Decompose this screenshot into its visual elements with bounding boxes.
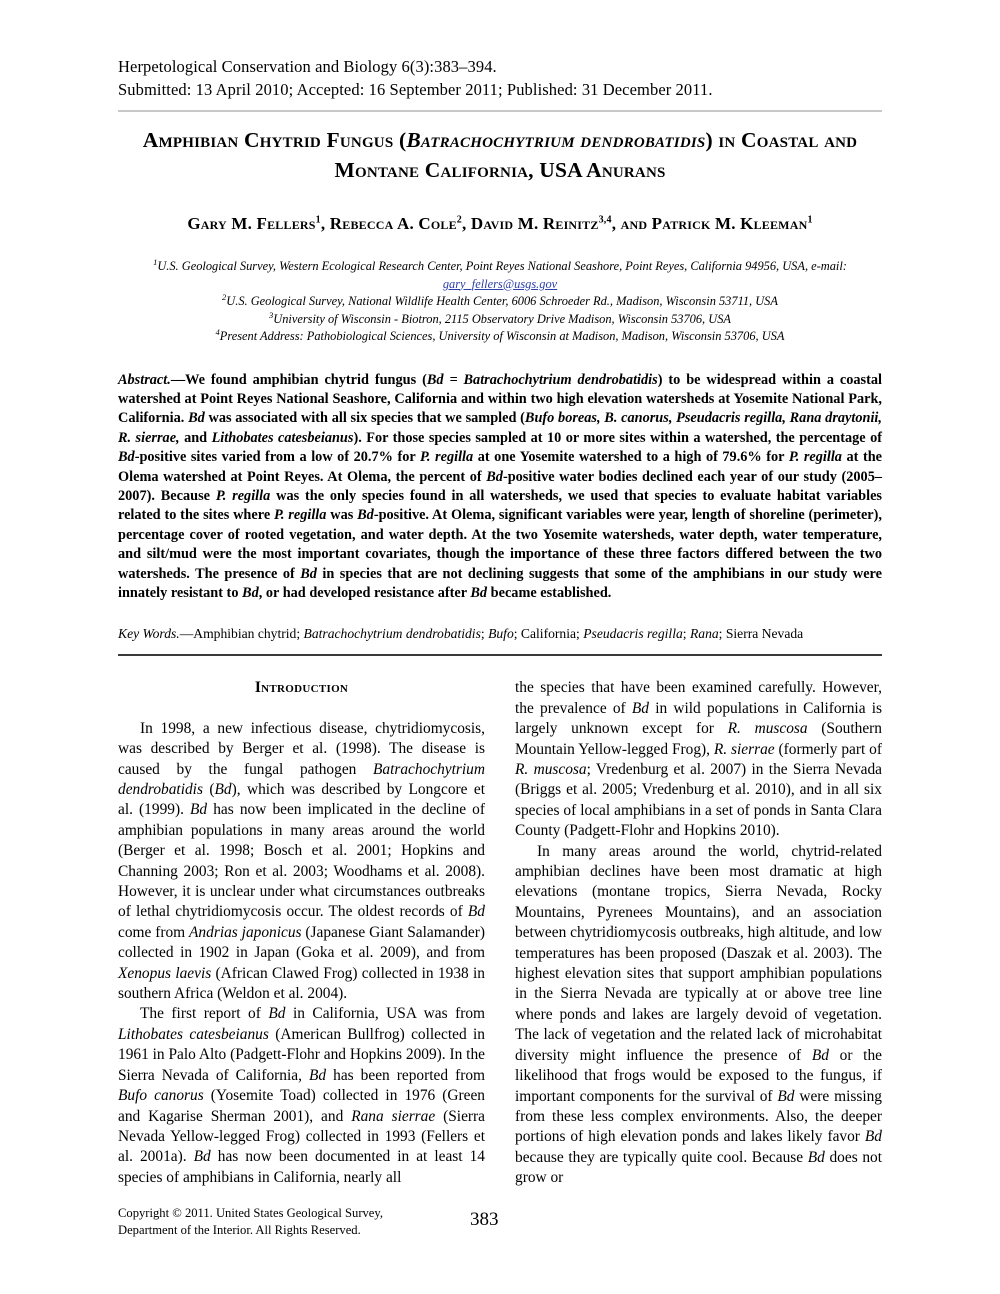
lp2-i4: Bufo canorus bbox=[118, 1087, 204, 1105]
lp1-s2: ( bbox=[202, 781, 215, 798]
abstract-s5: ). For those species sampled at 10 or more sites within a watershed, the percentage of bbox=[353, 429, 882, 446]
abstract-i1: Bd = Batrachochytrium dendrobatidis bbox=[426, 371, 658, 388]
rp2-i1: Bd bbox=[811, 1046, 829, 1064]
abstract-s6: -positive sites varied from a low of 20.7% for bbox=[134, 449, 421, 466]
keywords-i2: Bufo bbox=[488, 626, 514, 642]
keywords-k3: ; California; bbox=[513, 626, 584, 642]
keywords-dash: — bbox=[179, 626, 194, 642]
abstract-s1: We found amphibian chytrid fungus ( bbox=[185, 371, 427, 388]
journal-header bbox=[118, 55, 882, 101]
author-list bbox=[118, 212, 882, 236]
keywords-k1: Amphibian chytrid; bbox=[193, 626, 304, 642]
rp1-i3: R. sierrae bbox=[713, 740, 775, 758]
keywords-i1: Batrachochytrium dendrobatidis bbox=[303, 626, 481, 642]
rp1-i4: R. muscosa bbox=[515, 761, 587, 778]
abstract-label: Abstract. bbox=[118, 371, 171, 388]
affiliation-3 bbox=[118, 311, 882, 329]
abstract-s8: at the Olema watershed at Point Reyes. At Olema, the percent of bbox=[118, 449, 883, 485]
lp2-s6: (Sierra Nevada Yellow-legged Frog) collected in 1993 (Fellers et al. 2001a). bbox=[118, 1107, 485, 1166]
lp2-s5: (Yosemite Toad) collected in 1976 (Green and Kagarise Sherman 2001), and bbox=[118, 1087, 485, 1125]
lp2-s4: has been reported from bbox=[326, 1066, 485, 1084]
abstract-s9: -positive water bodies declined each year of our study (2005–2007). Because bbox=[118, 468, 882, 504]
affiliation-4 bbox=[118, 328, 882, 346]
affiliation-2 bbox=[118, 293, 882, 311]
rp2-s4: because they are typically quite cool. Because bbox=[515, 1148, 808, 1166]
abstract-s13: in species that are not declining suggests that some of the amphibians in our study were innately resistant to bbox=[118, 565, 882, 601]
author-3-name: David M. Reinitz bbox=[470, 214, 599, 233]
abstract-i3: Bufo boreas, B. canorus, Pseudacris regilla, Rana draytonii, R. sierrae, bbox=[118, 410, 882, 446]
rp1-s3: (Southern Mountain Yellow-legged Frog), bbox=[515, 720, 883, 758]
author-3-affiliation-marker: 3,4 bbox=[598, 214, 612, 226]
page-content bbox=[118, 55, 882, 1189]
keywords-k4: ; bbox=[682, 626, 690, 642]
lp2-i5: Rana sierrae bbox=[351, 1107, 436, 1125]
abstract-i13: Bd bbox=[242, 584, 259, 601]
journal-dates: Submitted: 13 April 2010; Accepted: 16 September 2011; Published: 31 December 2011. bbox=[118, 80, 713, 99]
copyright-line-2: Department of the Interior. All Rights Reserved. bbox=[118, 1222, 361, 1237]
author-1-name: Gary M. Fellers bbox=[187, 214, 316, 233]
rp2-i3: Bd bbox=[864, 1128, 882, 1146]
lp1-s3: ), which was described by Longcore et al. (1999). bbox=[118, 781, 485, 819]
abstract-i4: Lithobates catesbeianus bbox=[211, 429, 354, 446]
lp1-i3: Bd bbox=[190, 801, 208, 819]
abstract-s10: was the only species found in all watersheds, we used that species to evaluate habitat variables related to the sites where bbox=[118, 487, 882, 524]
affiliation-2-text: U.S. Geological Survey, National Wildlife Health Center, 6006 Schroeder Rd., Madison, Wisconsin 53711, USA bbox=[226, 294, 778, 308]
lp2-i3: Bd bbox=[308, 1066, 327, 1084]
abstract-dash: — bbox=[170, 371, 186, 388]
header-divider bbox=[118, 110, 882, 112]
right-paragraph-1 bbox=[515, 678, 882, 841]
rp1-s4: (formerly part of bbox=[774, 740, 882, 758]
affiliation-1-text: U.S. Geological Survey, Western Ecological Research Center, Point Reyes National Seashore, Point Reyes, California 94956, USA, e-mail: bbox=[157, 259, 847, 273]
rp2-s5: does not grow or bbox=[515, 1148, 883, 1187]
title-part-1: Amphibian Chytrid Fungus ( bbox=[142, 128, 407, 152]
abstract-i14: Bd bbox=[470, 584, 488, 601]
abstract-i6: P. regilla bbox=[420, 449, 474, 466]
lp1-i4: Bd bbox=[467, 903, 485, 921]
title-species-name: Batrachochytrium dendrobatidis bbox=[406, 128, 706, 152]
rp2-s2: or the likelihood that frogs would be exposed to the fungus, if important components for the survival of bbox=[515, 1046, 882, 1105]
left-column bbox=[118, 678, 485, 1188]
lp2-s3: (American Bullfrog) collected in 1961 in Palo Alto (Padgett-Flohr and Hopkins 2009). In the Sierra Nevada of California, bbox=[118, 1025, 485, 1084]
abstract-s7: at one Yosemite watershed to a high of 79.6% for bbox=[473, 449, 789, 466]
rp1-s5: ; Vredenburg et al. 2007) in the Sierra Nevada (Briggs et al. 2005; Vredenburg et al. 2010), and in all six species of local amphibians in a set of ponds in Santa Clara County (Padgett-Flohr and Hopkins 2010). bbox=[515, 761, 882, 840]
author-separator-1: , bbox=[320, 214, 330, 233]
body-columns bbox=[118, 678, 882, 1188]
rp2-s3: were missing from these less complex environments. Also, the deeper portions of high elevation ponds and lakes likely favor bbox=[515, 1087, 882, 1146]
copyright-notice bbox=[118, 1205, 448, 1238]
rp2-s1: In many areas around the world, chytrid-related amphibian declines have been most dramatic at high elevations (montane tropics, Sierra Nevada, Rocky Mountains, Pyrenees Mountains), and an association between chytridiomycosis outbreaks, high altitude, and low temperatures has been proposed (Daszak et al. 2003). The highest elevation sites that support amphibian populations in the Sierra Nevada are typically at or above tree line where ponds and lakes are largely devoid of vegetation. The lack of vegetation and the related lack of microhabitat diversity might influence the presence of bbox=[515, 842, 882, 1064]
page-title bbox=[118, 125, 882, 185]
author-separator-3: , and bbox=[611, 214, 652, 233]
page-footer bbox=[118, 1205, 882, 1238]
page-number: 383 bbox=[470, 1209, 499, 1230]
lp1-i1: Batrachochytrium dendrobatidis bbox=[118, 760, 485, 798]
abstract-i9: P. regilla bbox=[215, 487, 271, 504]
copyright-line-1: Copyright © 2011. United States Geological Survey, bbox=[118, 1206, 384, 1220]
abstract-s14: , or had developed resistance after bbox=[258, 584, 471, 601]
keywords-i4: Rana bbox=[689, 626, 719, 642]
abstract-s2: ) to be widespread within a coastal watershed at Point Reyes National Seashore, California and within two high elevation watersheds at Yosemite National Park, California. bbox=[118, 371, 882, 427]
abstract bbox=[118, 371, 882, 604]
abstract-i2: Bd bbox=[188, 410, 205, 427]
author-email-link[interactable]: gary_fellers@usgs.gov bbox=[442, 276, 558, 291]
affiliation-list bbox=[118, 258, 882, 346]
keywords-k2: ; bbox=[480, 626, 489, 642]
lp2-i2: Lithobates catesbeianus bbox=[118, 1025, 269, 1043]
affiliation-1-marker: 1 bbox=[153, 256, 158, 267]
affiliation-3-text: University of Wisconsin - Biotron, 2115 Observatory Drive Madison, Wisconsin 53706, USA bbox=[273, 311, 731, 326]
abstract-i12: Bd bbox=[300, 565, 317, 582]
title-part-2: ) in Coastal and Montane California, USA Anurans bbox=[334, 128, 858, 182]
author-2-name: Rebecca A. Cole bbox=[329, 214, 457, 233]
lp1-s6: (Japanese Giant Salamander) collected in 1902 in Japan (Goka et al. 2009), and from bbox=[118, 923, 485, 962]
abstract-i11: Bd bbox=[357, 507, 374, 524]
lp2-s1: The first report of bbox=[140, 1005, 269, 1023]
left-paragraph-2 bbox=[118, 1004, 485, 1188]
author-1-affiliation-marker: 1 bbox=[315, 214, 321, 226]
journal-citation: Herpetological Conservation and Biology 6(3):383–394. bbox=[118, 57, 497, 76]
abstract-s12: -positive. At Olema, significant variables were year, length of shoreline (perimeter), percentage cover of rooted vegetation, and water depth. At the two Yosemite watersheds, water depth, water temperature, and silt/mud were the most important covariates, though the importance of these three factors differed between the two watersheds. The presence of bbox=[118, 507, 882, 582]
author-2-affiliation-marker: 2 bbox=[456, 214, 462, 226]
lp2-i1: Bd bbox=[268, 1005, 286, 1023]
affiliation-4-marker: 4 bbox=[215, 326, 220, 337]
rp2-i2: Bd bbox=[777, 1087, 795, 1105]
left-paragraph-1 bbox=[118, 719, 485, 1005]
affiliation-1 bbox=[118, 258, 882, 293]
abstract-i10: P. regilla bbox=[274, 507, 327, 524]
abstract-s11: was bbox=[326, 507, 358, 524]
lp1-i6: Xenopus laevis bbox=[118, 964, 212, 982]
lp1-i2: Bd bbox=[214, 781, 232, 798]
rp1-i1: Bd bbox=[631, 699, 649, 717]
right-paragraph-2 bbox=[515, 842, 882, 1189]
abstract-s4: and bbox=[179, 429, 212, 446]
affiliation-2-marker: 2 bbox=[222, 291, 227, 302]
abstract-s3: was associated with all six species that we sampled ( bbox=[204, 410, 525, 427]
right-column bbox=[515, 678, 882, 1188]
lp2-s2: in California, USA was from bbox=[285, 1005, 485, 1023]
author-4-name: Patrick M. Kleeman bbox=[651, 214, 808, 233]
lp1-s1: In 1998, a new infectious disease, chytridiomycosis, was described by Berger et al. (1998). The disease is caused by the fungal pathogen bbox=[118, 719, 485, 778]
author-4-affiliation-marker: 1 bbox=[807, 214, 813, 226]
abstract-divider bbox=[118, 654, 882, 656]
keywords bbox=[118, 624, 882, 643]
rp1-s1: the species that have been examined carefully. However, the prevalence of bbox=[515, 679, 882, 717]
lp1-i5: Andrias japonicus bbox=[189, 923, 302, 941]
keywords-k5: ; Sierra Nevada bbox=[718, 626, 804, 642]
affiliation-3-marker: 3 bbox=[269, 309, 274, 320]
abstract-i8: Bd bbox=[486, 468, 503, 485]
abstract-s15: became established. bbox=[487, 584, 612, 601]
rp1-s2: in wild populations in California is largely unknown except for bbox=[515, 699, 883, 738]
lp1-s4: has now been implicated in the decline of amphibian populations in many areas around the world (Berger et al. 1998; Bosch et al. 2001; Hopkins and Channing 2003; Ron et al. 2003; Woodhams et al. 2008). However, it is unclear under what circumstances outbreaks of lethal chytridiomycosis occur. The oldest records of bbox=[118, 801, 485, 921]
keywords-i3: Pseudacris regilla bbox=[583, 626, 683, 642]
lp2-s7: has now been documented in at least 14 species of amphibians in California, nearly all bbox=[118, 1148, 485, 1186]
lp2-i6: Bd bbox=[193, 1148, 211, 1166]
keywords-label: Key Words. bbox=[118, 626, 180, 642]
section-heading-introduction: Introduction bbox=[254, 679, 349, 697]
lp1-s7: (African Clawed Frog) collected in 1938 in southern Africa (Weldon et al. 2004). bbox=[118, 964, 485, 1003]
author-separator-2: , bbox=[461, 214, 471, 233]
abstract-i5: Bd bbox=[118, 449, 135, 466]
rp1-i2: R. muscosa bbox=[727, 720, 808, 738]
affiliation-4-text: Present Address: Pathobiological Sciences, University of Wisconsin at Madison, Madison, Wisconsin 53706, USA bbox=[219, 329, 785, 343]
lp1-s5: come from bbox=[118, 923, 190, 941]
abstract-i7: P. regilla bbox=[788, 449, 842, 466]
rp2-i4: Bd bbox=[807, 1148, 825, 1166]
